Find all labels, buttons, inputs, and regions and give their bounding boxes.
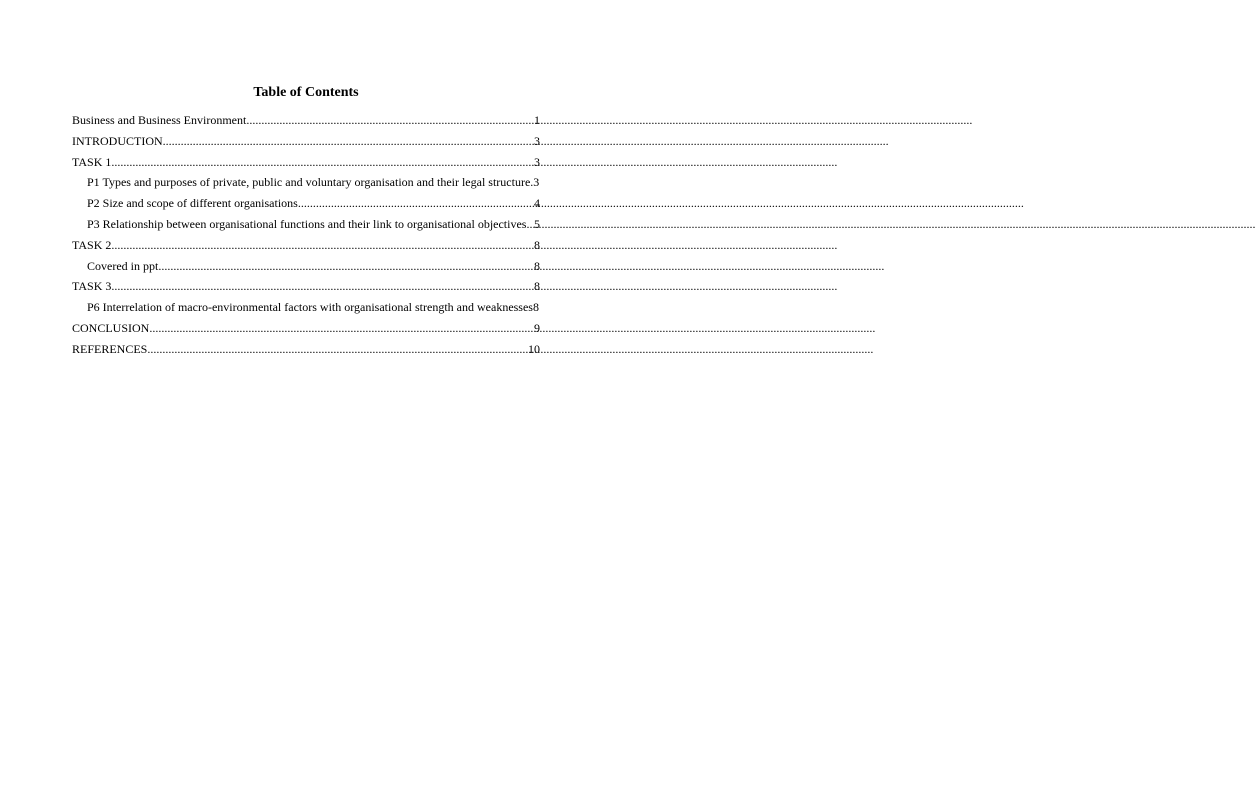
toc-entry[interactable] bbox=[72, 238, 540, 259]
toc-leader-dots bbox=[529, 217, 534, 232]
toc-entry-label: Covered in ppt bbox=[87, 258, 159, 273]
toc-entry-page: 8 bbox=[532, 300, 539, 315]
toc-entry-page: 10 bbox=[528, 341, 540, 356]
toc-entry[interactable] bbox=[72, 155, 540, 176]
toc-entry-page: 3 bbox=[533, 175, 540, 190]
toc-entry[interactable] bbox=[72, 196, 540, 217]
toc-entry-label: P6 Interrelation of macro-environmental factors with organisational strength and weaknesses bbox=[87, 300, 533, 315]
toc-entry-page: 8 bbox=[534, 237, 540, 252]
toc-entry-page: 9 bbox=[534, 320, 540, 335]
toc-leader-dots bbox=[147, 342, 528, 357]
toc-entry-label: P2 Size and scope of different organisations bbox=[87, 196, 298, 211]
toc-entry-page: 3 bbox=[534, 154, 540, 169]
toc-entry[interactable] bbox=[72, 113, 540, 134]
toc-leader-dots bbox=[111, 155, 534, 170]
document-page bbox=[0, 0, 612, 792]
toc-entry[interactable] bbox=[72, 175, 540, 196]
toc-entry[interactable] bbox=[72, 217, 540, 238]
toc-entry[interactable] bbox=[72, 279, 540, 300]
toc-entry-page: 4 bbox=[534, 196, 540, 211]
toc-entry-page: 5 bbox=[534, 216, 540, 231]
toc-entry-label: TASK 3 bbox=[72, 279, 112, 294]
toc-leader-dots bbox=[298, 196, 534, 211]
toc-entry[interactable] bbox=[72, 342, 540, 363]
toc-leader-dots bbox=[111, 238, 534, 253]
toc-title: Table of Contents bbox=[253, 85, 359, 100]
toc-entry-label: REFERENCES bbox=[72, 341, 148, 356]
toc-entry-page: 3 bbox=[534, 133, 540, 148]
toc-entry-page: 1 bbox=[534, 113, 540, 127]
toc-leader-dots bbox=[149, 321, 534, 336]
toc-entry-label: TASK 1 bbox=[72, 154, 112, 169]
toc-leader-dots bbox=[163, 134, 534, 149]
toc-entry-label: INTRODUCTION bbox=[72, 133, 163, 148]
toc-entry[interactable] bbox=[72, 300, 540, 321]
toc-entry[interactable] bbox=[72, 259, 540, 280]
toc-entry-page: 8 bbox=[534, 279, 540, 294]
toc-entry-label: Business and Business Environment bbox=[72, 113, 247, 127]
toc-entry-page: 8 bbox=[534, 258, 540, 273]
toc-leader-dots bbox=[158, 259, 534, 274]
toc-entry[interactable] bbox=[72, 321, 540, 342]
toc-entry-label: CONCLUSION bbox=[72, 320, 150, 335]
toc-list bbox=[72, 113, 540, 363]
toc-entry-label: TASK 2 bbox=[72, 237, 112, 252]
toc-entry-label: P1 Types and purposes of private, public and voluntary organisation and their legal structure. bbox=[87, 175, 534, 190]
toc-leader-dots bbox=[246, 113, 534, 128]
toc-leader-dots bbox=[111, 279, 534, 294]
toc-entry-label: P3 Relationship between organisational functions and their link to organisational objectives. bbox=[87, 216, 530, 231]
toc-entry[interactable] bbox=[72, 134, 540, 155]
